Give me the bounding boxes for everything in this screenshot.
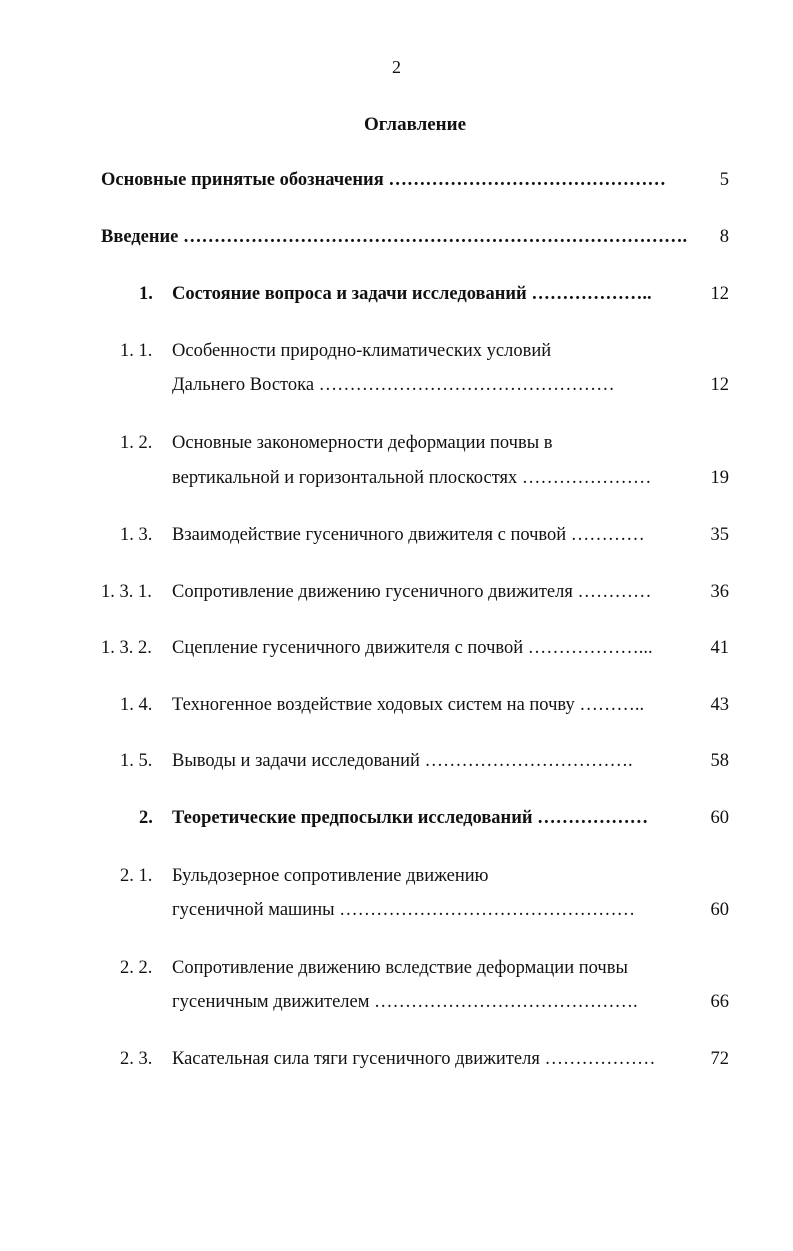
toc-entry-number: 2. 3. xyxy=(120,1049,153,1069)
toc-entry-text-continued: гусеничной машины ………………………………………… xyxy=(172,900,636,920)
toc-entry-text: Введение ………………………………………………………………………. xyxy=(101,227,688,247)
toc-entry-number: 1. 2. xyxy=(120,433,153,453)
toc-entry-text: Сопротивление движению гусеничного движителя ………… xyxy=(172,582,652,602)
toc-entry-text: Особенности природно-климатических условий xyxy=(172,341,552,361)
toc-title: Оглавление xyxy=(363,114,467,135)
toc-entry-page: 12 xyxy=(710,284,729,304)
toc-entry-page: 60 xyxy=(710,900,729,920)
toc-entry-page: 58 xyxy=(710,751,729,771)
toc-entry-number: 1. 3. 1. xyxy=(101,582,152,602)
toc-entry-number: 1. 5. xyxy=(120,751,153,771)
toc-entry-page: 41 xyxy=(710,638,729,658)
toc-entry-text-continued: гусеничным движителем ……………………………………. xyxy=(172,992,638,1012)
toc-entry-page: 66 xyxy=(710,992,729,1012)
toc-entry-number: 2. 2. xyxy=(120,958,153,978)
toc-entry-number: 1. 3. xyxy=(120,525,153,545)
toc-entry-number: 1. xyxy=(139,284,153,304)
toc-entry-page: 72 xyxy=(710,1049,729,1069)
toc-entry-text: Техногенное воздействие ходовых систем на почву ……….. xyxy=(172,695,645,715)
toc-entry-page: 12 xyxy=(710,375,729,395)
toc-entry-text: Сцепление гусеничного движителя с почвой ………………... xyxy=(172,638,653,658)
page-number: 2 xyxy=(392,57,401,77)
toc-entry-page: 8 xyxy=(719,227,729,247)
toc-entry-text: Основные принятые обозначения ……………………………………… xyxy=(101,170,666,190)
toc-entry-number: 1. 3. 2. xyxy=(101,638,152,658)
toc-entry-text: Состояние вопроса и задачи исследований ……………….. xyxy=(172,284,652,304)
toc-entry-text: Взаимодействие гусеничного движителя с почвой ………… xyxy=(172,525,645,545)
toc-entry-text: Выводы и задачи исследований ……………………………. xyxy=(172,751,633,771)
toc-entry-number: 2. 1. xyxy=(120,866,153,886)
toc-entry-text: Сопротивление движению вследствие деформации почвы xyxy=(172,958,628,978)
toc-entry-page: 43 xyxy=(710,695,729,715)
toc-entry-number: 2. xyxy=(139,808,153,828)
toc-entry-page: 19 xyxy=(710,468,729,488)
toc-entry-text: Касательная сила тяги гусеничного движителя ……………… xyxy=(172,1049,656,1069)
toc-entry-page: 60 xyxy=(710,808,729,828)
toc-entry-number: 1. 4. xyxy=(120,695,153,715)
toc-entry-page: 36 xyxy=(710,582,729,602)
toc-entry-text-continued: Дальнего Востока ………………………………………… xyxy=(172,375,615,395)
toc-entry-text: Бульдозерное сопротивление движению xyxy=(172,866,489,886)
toc-entry-number: 1. 1. xyxy=(120,341,153,361)
toc-entry-page: 35 xyxy=(710,525,729,545)
toc-entry-text: Теоретические предпосылки исследований ……………… xyxy=(172,808,649,828)
toc-entry-page: 5 xyxy=(719,170,729,190)
toc-entry-text: Основные закономерности деформации почвы в xyxy=(172,433,553,453)
toc-entry-text-continued: вертикальной и горизонтальной плоскостях ………………… xyxy=(172,468,652,488)
